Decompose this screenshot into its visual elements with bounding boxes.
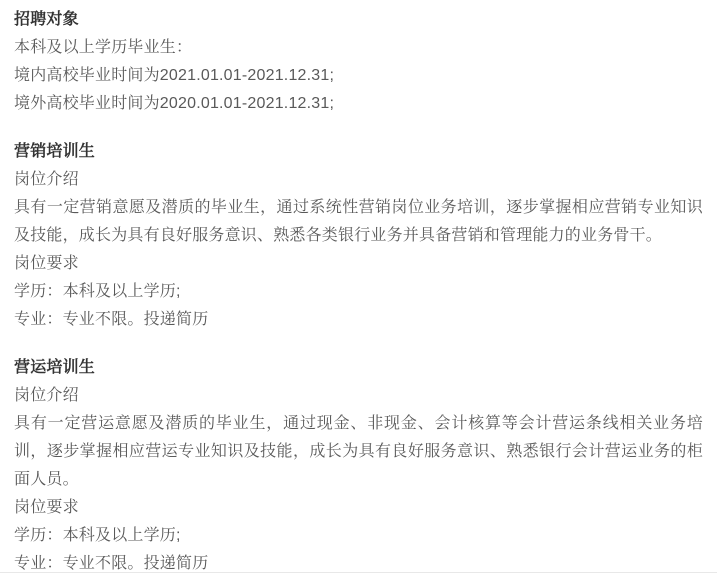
recruitment-target-heading: 招聘对象 — [14, 11, 79, 28]
education-requirement: 学历：本科及以上学历; — [14, 283, 181, 300]
job-requirements-label: 岗位要求 — [14, 499, 79, 516]
job-title-operations-trainee: 营运培训生 — [14, 359, 96, 376]
major-requirement: 专业：专业不限。投递简历 — [14, 311, 209, 328]
job-intro-text: 具有一定营销意愿及潜质的毕业生，通过系统性营销岗位业务培训，逐步掌握相应营销专业知识及技能，成长为具有良好服务意识、熟悉各类银行业务并具备营销和管理能力的业务骨干。 — [14, 199, 703, 244]
job-intro-label: 岗位介绍 — [14, 387, 79, 404]
major-requirement: 专业：专业不限。投递简历 — [14, 555, 209, 572]
section-recruitment-target — [14, 6, 703, 118]
education-requirement: 学历：本科及以上学历; — [14, 527, 181, 544]
job-requirements-label: 岗位要求 — [14, 255, 79, 272]
domestic-graduation-window-line: 境内高校毕业时间为2021.01.01-2021.12.31; — [14, 67, 335, 84]
job-intro-label: 岗位介绍 — [14, 171, 79, 188]
section-operations-trainee — [14, 354, 703, 578]
section-marketing-trainee — [14, 138, 703, 334]
recruitment-eligibility-line: 本科及以上学历毕业生： — [14, 39, 193, 56]
overseas-graduation-window-line: 境外高校毕业时间为2020.01.01-2021.12.31; — [14, 95, 335, 112]
job-intro-text: 具有一定营运意愿及潜质的毕业生，通过现金、非现金、会计核算等会计营运条线相关业务培训，逐步掌握相应营运专业知识及技能，成长为具有良好服务意识、熟悉银行会计营运业务的柜面人员。 — [14, 415, 703, 488]
bottom-divider — [0, 572, 717, 573]
job-title-marketing-trainee: 营销培训生 — [14, 143, 96, 160]
